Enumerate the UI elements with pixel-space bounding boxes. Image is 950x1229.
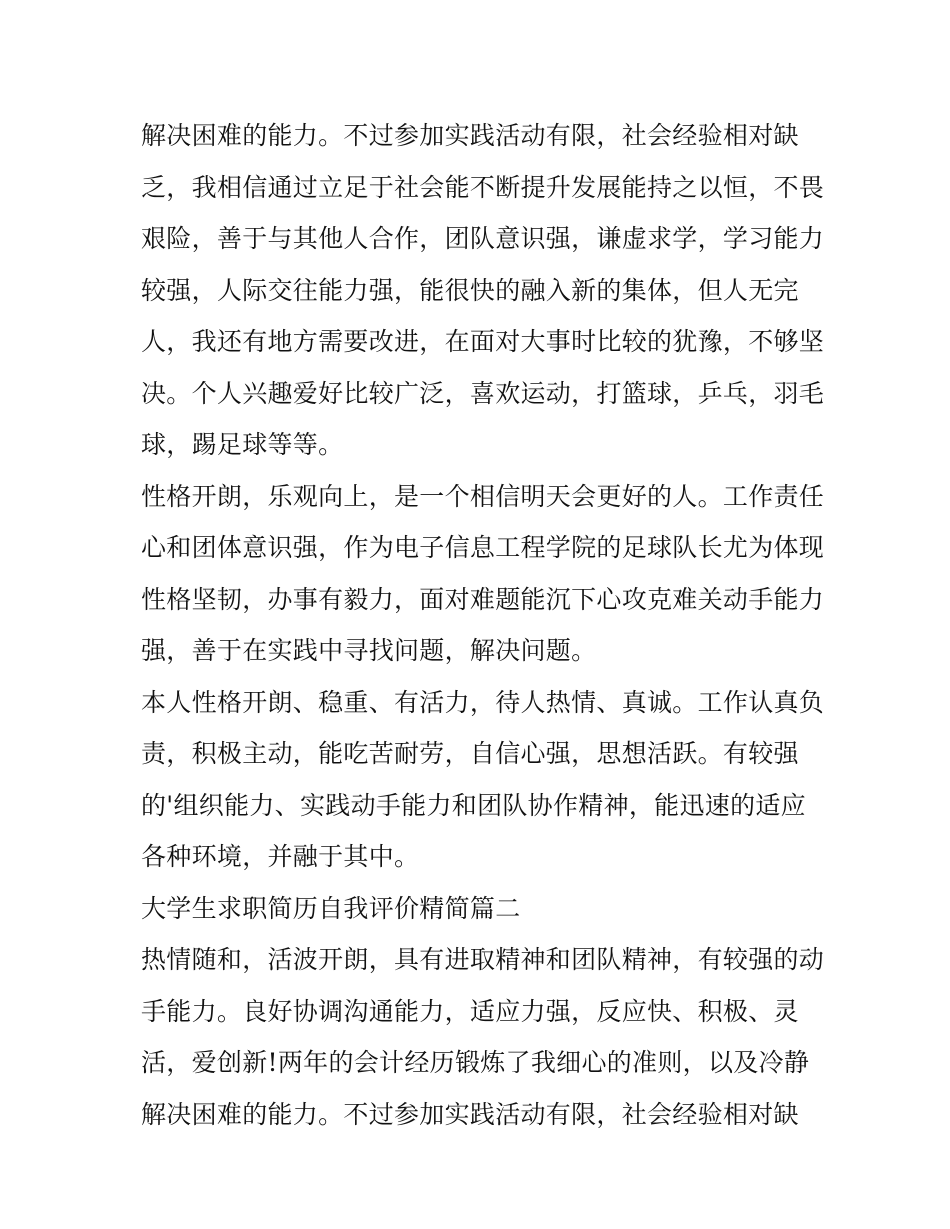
section-heading: 大学生求职简历自我评价精简篇二	[141, 893, 521, 923]
text-line: 决。个人兴趣爱好比较广泛，喜欢运动，打篮球，乒乓，羽毛	[141, 378, 825, 408]
text-line: 强，善于在实践中寻找问题，解决问题。	[141, 636, 597, 665]
text-line: 人，我还有地方需要改进，在面对大事时比较的犹豫，不够坚	[141, 327, 825, 356]
text-line: 的'组织能力、实践动手能力和团队协作精神，能迅速的适应	[141, 790, 806, 820]
text-line: 活，爱创新!两年的会计经历锻炼了我细心的准则，以及冷静	[141, 1048, 810, 1077]
text-line: 热情随和，活波开朗，具有进取精神和团队精神，有较强的动	[141, 945, 825, 974]
text-line: 性格开朗，乐观向上，是一个相信明天会更好的人。工作责任	[141, 481, 825, 511]
text-line: 解决困难的能力。不过参加实践活动有限，社会经验相对缺	[141, 121, 799, 150]
text-line: 各种环境，并融于其中。	[141, 842, 420, 871]
text-line: 责，积极主动，能吃苦耐劳，自信心强，思想活跃。有较强	[141, 739, 799, 768]
text-line: 解决困难的能力。不过参加实践活动有限，社会经验相对缺	[141, 1099, 799, 1129]
text-line: 艰险，善于与其他人合作，团队意识强，谦虚求学，学习能力	[141, 224, 825, 253]
text-line: 心和团体意识强，作为电子信息工程学院的足球队长尤为体现	[141, 533, 825, 562]
text-line: 乏，我相信通过立足于社会能不断提升发展能持之以恒，不畏	[141, 172, 825, 202]
text-line: 球，踢足球等等。	[141, 430, 344, 459]
text-line: 本人性格开朗、稳重、有活力，待人热情、真诚。工作认真负	[141, 687, 825, 717]
text-line: 手能力。良好协调沟通能力，适应力强，反应快、积极、灵	[141, 996, 799, 1026]
document-body	[141, 110, 825, 1140]
text-line: 较强，人际交往能力强，能很快的融入新的集体，但人无完	[141, 275, 799, 305]
text-line: 性格坚韧，办事有毅力，面对难题能沉下心攻克难关动手能力	[141, 584, 825, 614]
